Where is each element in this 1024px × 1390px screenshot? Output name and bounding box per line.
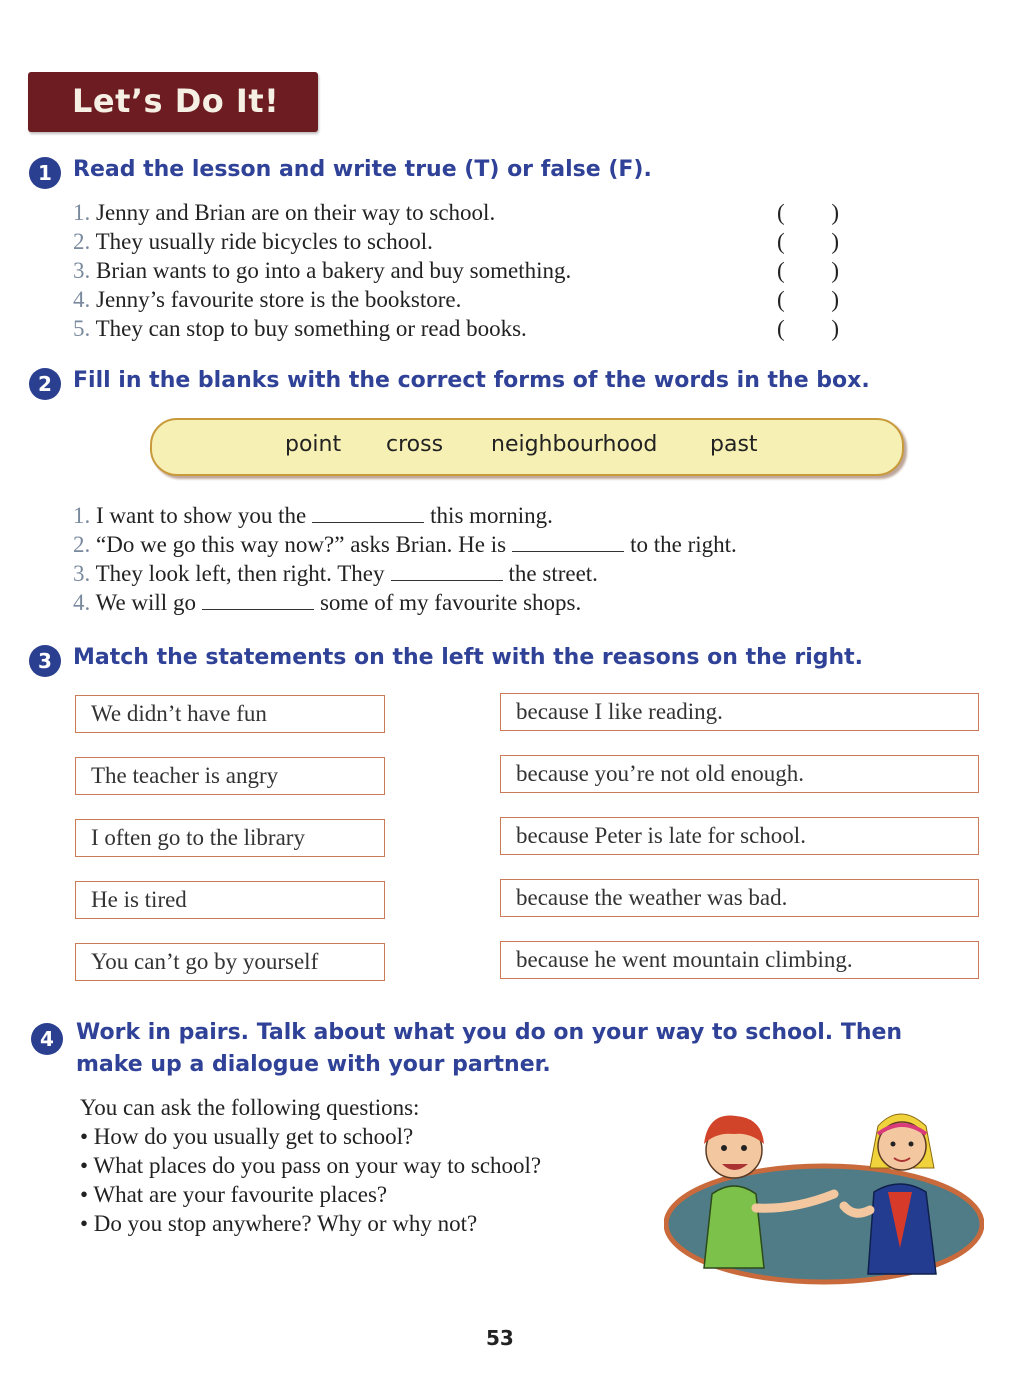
section-heading-2: Fill in the blanks with the correct forms of the words in the box. xyxy=(73,368,870,393)
section-heading-4-line1: Work in pairs. Talk about what you do on your way to school. Then xyxy=(76,1020,903,1045)
fill-sentence-1: 1. I want to show you the this morning. xyxy=(73,503,553,528)
blank-3[interactable] xyxy=(391,562,503,581)
answer-slot-3[interactable]: ( ) xyxy=(777,258,839,283)
question-4: • Do you stop anywhere? Why or why not? xyxy=(80,1211,478,1236)
fill-sentence-3: 3. They look left, then right. They the street. xyxy=(73,561,598,586)
word-past: past xyxy=(710,432,758,457)
lesson-banner xyxy=(28,72,318,132)
match-right-4[interactable]: because the weather was bad. xyxy=(500,879,979,917)
blank-4[interactable] xyxy=(202,591,314,610)
section-heading-3: Match the statements on the left with the reasons on the right. xyxy=(73,645,864,670)
children-talking-illustration xyxy=(664,1098,984,1290)
answer-slot-2[interactable]: ( ) xyxy=(777,229,839,254)
questions-intro: You can ask the following questions: xyxy=(80,1095,420,1120)
answer-slot-4[interactable]: ( ) xyxy=(777,287,839,312)
tf-statement-5: 5. They can stop to buy something or read books. xyxy=(73,316,527,341)
match-left-5[interactable]: You can’t go by yourself xyxy=(75,943,385,981)
tf-statement-1: 1. Jenny and Brian are on their way to school. xyxy=(73,200,496,225)
match-left-1[interactable]: We didn’t have fun xyxy=(75,695,385,733)
tf-statement-2: 2. They usually ride bicycles to school. xyxy=(73,229,433,254)
blank-1[interactable] xyxy=(312,504,424,523)
match-right-1[interactable]: because I like reading. xyxy=(500,693,979,731)
word-neighbourhood: neighbourhood xyxy=(491,432,658,457)
match-left-2[interactable]: The teacher is angry xyxy=(75,757,385,795)
fill-sentence-2: 2. “Do we go this way now?” asks Brian. He is to the right. xyxy=(73,532,737,557)
match-left-3[interactable]: I often go to the library xyxy=(75,819,385,857)
word-point: point xyxy=(285,432,342,457)
section-heading-1: Read the lesson and write true (T) or false (F). xyxy=(73,157,652,182)
match-right-5[interactable]: because he went mountain climbing. xyxy=(500,941,979,979)
match-right-3[interactable]: because Peter is late for school. xyxy=(500,817,979,855)
page-number: 53 xyxy=(486,1326,514,1350)
tf-statement-3: 3. Brian wants to go into a bakery and buy something. xyxy=(73,258,572,283)
word-box xyxy=(150,418,904,476)
section-heading-4-line2: make up a dialogue with your partner. xyxy=(76,1052,551,1077)
question-1: • How do you usually get to school? xyxy=(80,1124,414,1149)
match-left-4[interactable]: He is tired xyxy=(75,881,385,919)
word-cross: cross xyxy=(386,432,444,457)
question-2: • What places do you pass on your way to school? xyxy=(80,1153,542,1178)
answer-slot-1[interactable]: ( ) xyxy=(777,200,839,225)
blank-2[interactable] xyxy=(512,533,624,552)
answer-slot-5[interactable]: ( ) xyxy=(777,316,839,341)
section-number-3: 3 xyxy=(29,645,61,677)
section-number-2: 2 xyxy=(29,368,61,400)
tf-statement-4: 4. Jenny’s favourite store is the bookstore. xyxy=(73,287,462,312)
question-3: • What are your favourite places? xyxy=(80,1182,388,1207)
section-number-4: 4 xyxy=(31,1023,63,1055)
section-number-1: 1 xyxy=(29,157,61,189)
fill-sentence-4: 4. We will go some of my favourite shops. xyxy=(73,590,582,615)
banner-title: Let’s Do It! xyxy=(72,82,280,120)
match-right-2[interactable]: because you’re not old enough. xyxy=(500,755,979,793)
